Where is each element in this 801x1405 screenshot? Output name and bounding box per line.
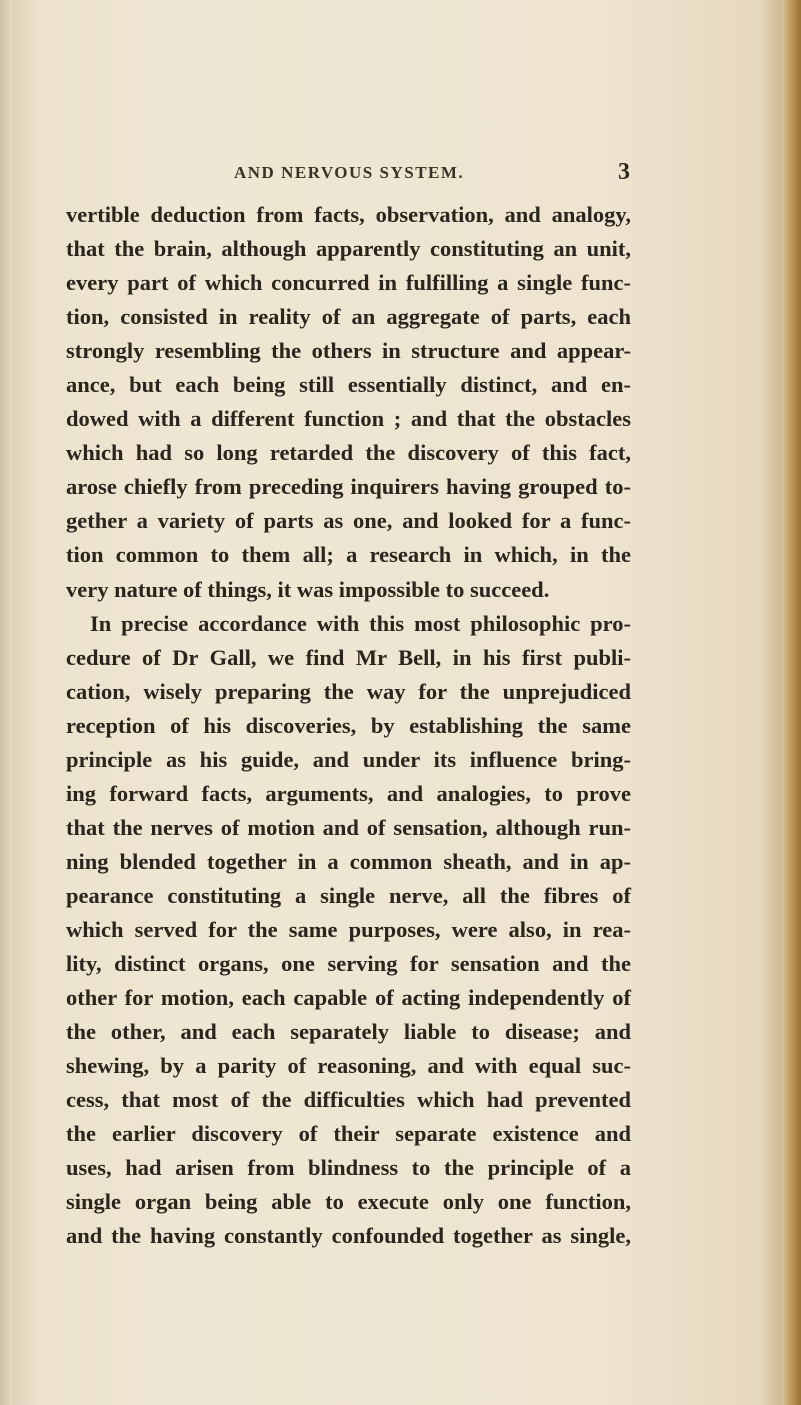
page-edge-binding	[782, 0, 801, 1405]
text-line: ing forward facts, arguments, and analogies, to prove	[66, 780, 631, 806]
text-line: ning blended together in a common sheath, and in ap-	[66, 848, 631, 874]
running-head: AND NERVOUS SYSTEM.	[234, 163, 465, 182]
page-header	[60, 159, 630, 193]
body-text	[66, 198, 631, 1253]
text-line: ance, but each being still essentially distinct, and en-	[66, 372, 631, 398]
text-line: uses, had arisen from blindness to the principle of a	[66, 1155, 631, 1181]
text-line: other for motion, each capable of acting independently of	[66, 985, 631, 1011]
text-line: cation, wisely preparing the way for the unprejudiced	[66, 678, 631, 704]
text-line: tion common to them all; a research in which, in the	[66, 542, 631, 568]
text-line-paragraph-start: In precise accordance with this most philosophic pro-	[90, 610, 631, 636]
text-line: pearance constituting a single nerve, all the fibres of	[66, 882, 631, 908]
text-line: and the having constantly confounded together as single,	[66, 1223, 631, 1249]
text-line: single organ being able to execute only one function,	[66, 1189, 631, 1215]
text-line: lity, distinct organs, one serving for sensation and the	[66, 951, 631, 977]
text-line: which served for the same purposes, were also, in rea-	[66, 916, 631, 942]
text-line: dowed with a different function ; and that the obstacles	[66, 406, 631, 432]
text-line: reception of his discoveries, by establishing the same	[66, 712, 631, 738]
text-line: that the nerves of motion and of sensation, although run-	[66, 814, 631, 840]
text-line: vertible deduction from facts, observation, and analogy,	[66, 202, 631, 227]
text-line: strongly resembling the others in structure and appear-	[66, 338, 631, 364]
text-line: cedure of Dr Gall, we find Mr Bell, in his first publi-	[66, 644, 631, 670]
text-line: cess, that most of the difficulties which had prevented	[66, 1087, 631, 1113]
text-line: which had so long retarded the discovery of this fact,	[66, 440, 631, 466]
text-line: the earlier discovery of their separate existence and	[66, 1121, 631, 1147]
text-line: arose chiefly from preceding inquirers having grouped to-	[66, 474, 631, 500]
page-number: 3	[618, 159, 630, 185]
text-line: that the brain, although apparently constituting an unit,	[66, 236, 631, 262]
text-line: gether a variety of parts as one, and looked for a func-	[66, 508, 631, 534]
text-line: every part of which concurred in fulfilling a single func-	[66, 270, 631, 296]
text-line: tion, consisted in reality of an aggregate of parts, each	[66, 304, 631, 330]
text-line: very nature of things, it was impossible to succeed.	[66, 576, 550, 602]
text-line: shewing, by a parity of reasoning, and with equal suc-	[66, 1053, 631, 1079]
text-line: the other, and each separately liable to disease; and	[66, 1019, 631, 1045]
page-gutter-shadow	[0, 0, 12, 1405]
text-line: principle as his guide, and under its influence bring-	[66, 746, 631, 772]
